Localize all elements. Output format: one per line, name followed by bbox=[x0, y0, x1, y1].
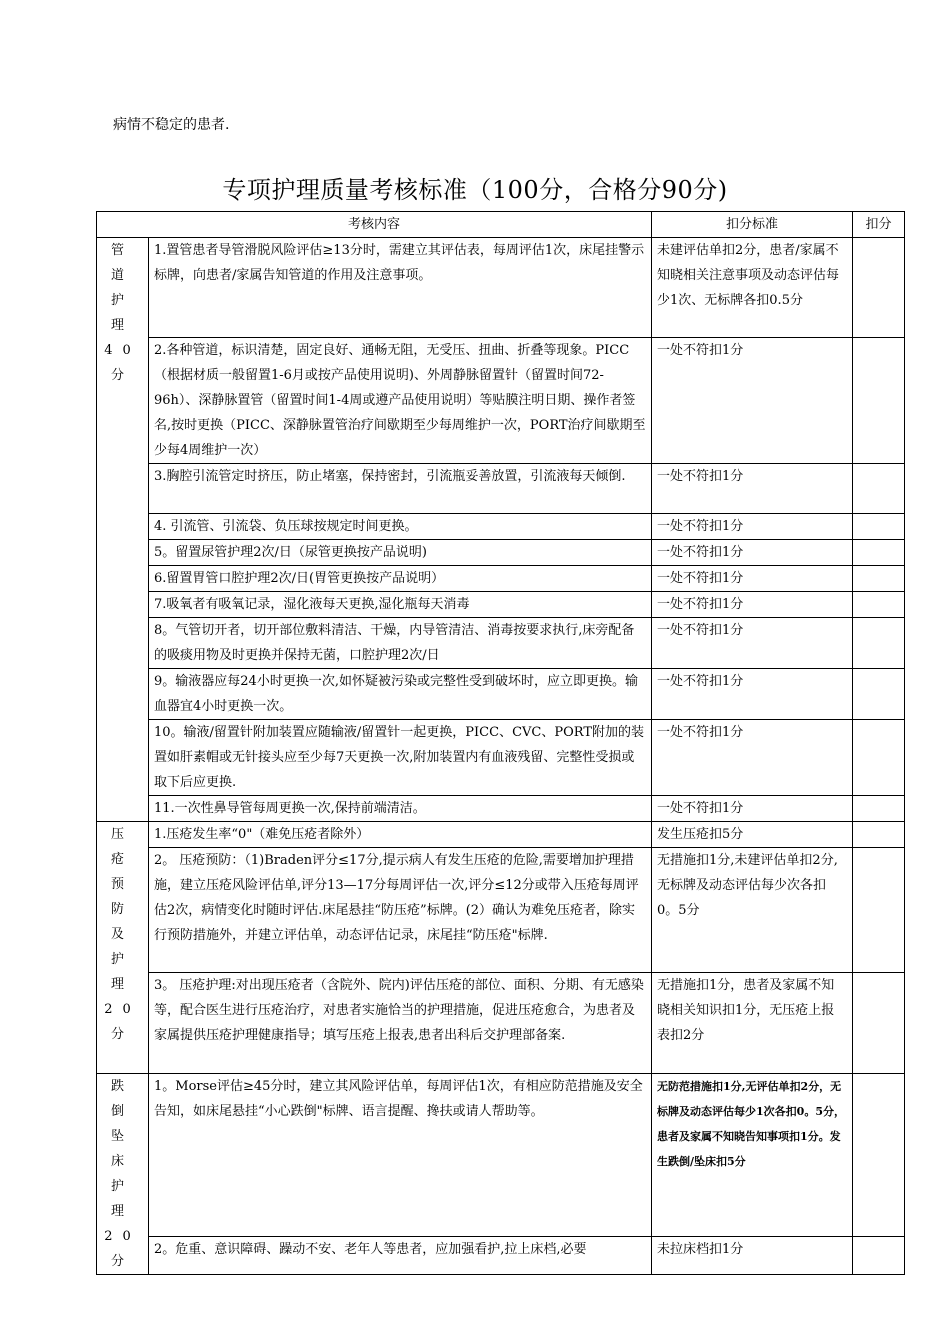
table-row bbox=[97, 669, 905, 720]
deduction-standard: 一处不符扣1分 bbox=[652, 338, 853, 464]
category-label: 坠 床 bbox=[110, 1129, 134, 1169]
deduction-standard: 一处不符扣1分 bbox=[652, 720, 853, 796]
criteria-content: 7.吸氧者有吸氧记录，湿化液每天更换,湿化瓶每天消毒 bbox=[149, 592, 652, 618]
table-row bbox=[97, 238, 905, 338]
deduct-score bbox=[853, 540, 905, 566]
criteria-content: 2。危重、意识障碍、躁动不安、老年人等患者，应加强看护,拉上床档,必要 bbox=[149, 1236, 652, 1274]
deduction-standard: 无防范措施扣1分,无评估单扣2分，无标牌及动态评估每少1次各扣0。5分，患者及家属不知晓告知事项扣1分。发生跌倒/坠床扣5分 bbox=[652, 1074, 853, 1237]
category-cell bbox=[97, 1074, 149, 1275]
criteria-content: 11.一次性鼻导管每周更换一次,保持前端清洁。 bbox=[149, 796, 652, 822]
criteria-content: 4. 引流管、引流袋、负压球按规定时间更换。 bbox=[149, 514, 652, 540]
deduction-standard: 一处不符扣1分 bbox=[652, 566, 853, 592]
deduction-standard: 一处不符扣1分 bbox=[652, 514, 853, 540]
deduct-score bbox=[853, 796, 905, 822]
table-row bbox=[97, 540, 905, 566]
criteria-content: 3.胸腔引流管定时挤压，防止堵塞，保持密封，引流瓶妥善放置，引流液每天倾倒. bbox=[149, 464, 652, 514]
header-content: 考核内容 bbox=[97, 212, 652, 238]
criteria-content: 10。输液/留置针附加装置应随输液/留置针一起更换，PICC、CVC、PORT附加的装置如肝素帽或无针接头应至少每7天更换一次,附加装置内有血液残留、完整性受损或取下后应更换. bbox=[149, 720, 652, 796]
criteria-content: 5。留置尿管护理2次/日（尿管更换按产品说明) bbox=[149, 540, 652, 566]
deduct-score bbox=[853, 238, 905, 338]
deduct-score bbox=[853, 720, 905, 796]
category-label: 管 道 bbox=[110, 243, 134, 283]
deduction-standard: 发生压疮扣5分 bbox=[652, 822, 853, 848]
criteria-content: 1.压疮发生率“0"（难免压疮者除外） bbox=[149, 822, 652, 848]
deduction-standard: 一处不符扣1分 bbox=[652, 618, 853, 669]
criteria-content: 8。气管切开者，切开部位敷料清洁、干燥，内导管清洁、消毒按要求执行,床旁配备的吸痰用物及时更换并保持无菌，口腔护理2次/日 bbox=[149, 618, 652, 669]
category-label: 40 分 bbox=[104, 343, 141, 383]
assessment-table bbox=[96, 211, 905, 1275]
deduction-standard: 未建评估单扣2分，患者/家属不知晓相关注意事项及动态评估每少1次、无标牌各扣0.5分 bbox=[652, 238, 853, 338]
table-row bbox=[97, 1236, 905, 1274]
table-header-row bbox=[97, 212, 905, 238]
deduct-score bbox=[853, 669, 905, 720]
category-label: 理 bbox=[110, 977, 134, 992]
deduction-standard: 一处不符扣1分 bbox=[652, 669, 853, 720]
deduct-score bbox=[853, 566, 905, 592]
table-row bbox=[97, 822, 905, 848]
deduct-score bbox=[853, 973, 905, 1074]
criteria-content: 6.留置胃管口腔护理2次/日(胃管更换按产品说明） bbox=[149, 566, 652, 592]
header-standard: 扣分标准 bbox=[652, 212, 853, 238]
table-row bbox=[97, 464, 905, 514]
deduct-score bbox=[853, 618, 905, 669]
criteria-content: 9。输液器应每24小时更换一次,如怀疑被污染或完整性受到破坏时，应立即更换。输血器宜4小时更换一次。 bbox=[149, 669, 652, 720]
header-deduct: 扣分 bbox=[853, 212, 905, 238]
table-row bbox=[97, 338, 905, 464]
category-cell bbox=[97, 238, 149, 822]
category-label: 及 护 bbox=[110, 927, 134, 967]
table-row bbox=[97, 720, 905, 796]
deduction-standard: 无措施扣1分,未建评估单扣2分,无标牌及动态评估每少次各扣0。5分 bbox=[652, 848, 853, 973]
deduction-standard: 无措施扣1分，患者及家属不知晓相关知识扣1分，无压疮上报表扣2分 bbox=[652, 973, 853, 1074]
table-row bbox=[97, 848, 905, 973]
deduction-standard: 一处不符扣1分 bbox=[652, 540, 853, 566]
criteria-content: 2.各种管道，标识清楚，固定良好、通畅无阻，无受压、扭曲、折叠等现象。PICC（根据材质一般留置1-6月或按产品使用说明)、外周静脉留置针（留置时间72-96h）、深静脉置管（留置时间1-4周或遵产品使用说明）等贴膜注明日期、操作者签名,按时更换（PICC、深静脉置管治疗间歇期至少每周维护一次，PORT治疗间歇期至少每4周维护一次） bbox=[149, 338, 652, 464]
category-label: 预 防 bbox=[110, 877, 134, 917]
table-row bbox=[97, 973, 905, 1074]
category-label: 跌 倒 bbox=[110, 1079, 134, 1119]
criteria-content: 1。Morse评估≥45分时，建立其风险评估单，每周评估1次，有相应防范措施及安全告知，如床尾悬挂“小心跌倒"标牌、语言提醒、搀扶或请人帮助等。 bbox=[149, 1074, 652, 1237]
deduct-score bbox=[853, 822, 905, 848]
top-note: 病情不稳定的患者. bbox=[113, 117, 230, 133]
category-label: 护 理 bbox=[110, 1179, 134, 1219]
deduction-standard: 未拉床档扣1分 bbox=[652, 1236, 853, 1274]
table-row bbox=[97, 592, 905, 618]
table-body bbox=[97, 238, 905, 1275]
deduct-score bbox=[853, 1074, 905, 1237]
deduction-standard: 一处不符扣1分 bbox=[652, 464, 853, 514]
deduct-score bbox=[853, 592, 905, 618]
deduct-score bbox=[853, 338, 905, 464]
page-title: 专项护理质量考核标准（100分，合格分90分) bbox=[222, 176, 728, 204]
deduct-score bbox=[853, 1236, 905, 1274]
criteria-content: 2。 压疮预防：（1)Braden评分≤17分,提示病人有发生压疮的危险,需要增加护理措施，建立压疮风险评估单,评分13—17分每周评估一次,评分≤12分或带入压疮每周评估2次，病情变化时随时评估.床尾悬挂“防压疮”标牌。(2）确认为难免压疮者，除实行预防措施外，并建立评估单，动态评估记录，床尾挂“防压疮"标牌. bbox=[149, 848, 652, 973]
category-label: 20 分 bbox=[104, 1002, 141, 1042]
table-row bbox=[97, 1074, 905, 1237]
deduct-score bbox=[853, 464, 905, 514]
category-label: 护 理 bbox=[110, 293, 134, 333]
table-row bbox=[97, 514, 905, 540]
category-cell bbox=[97, 822, 149, 1074]
deduct-score bbox=[853, 848, 905, 973]
table-row bbox=[97, 618, 905, 669]
deduction-standard: 一处不符扣1分 bbox=[652, 796, 853, 822]
deduct-score bbox=[853, 514, 905, 540]
category-label: 20 分 bbox=[104, 1229, 141, 1269]
criteria-content: 3。 压疮护理:对出现压疮者（含院外、院内)评估压疮的部位、面积、分期、有无感染等，配合医生进行压疮治疗，对患者实施恰当的护理措施，促进压疮愈合，为患者及家属提供压疮护理健康指导；填写压疮上报表,患者出科后交护理部备案. bbox=[149, 973, 652, 1074]
category-label: 压 疮 bbox=[110, 827, 134, 867]
criteria-content: 1.置管患者导管滑脱风险评估≥13分时，需建立其评估表，每周评估1次，床尾挂警示标牌，向患者/家属告知管道的作用及注意事项。 bbox=[149, 238, 652, 338]
table-row bbox=[97, 796, 905, 822]
deduction-standard: 一处不符扣1分 bbox=[652, 592, 853, 618]
table-row bbox=[97, 566, 905, 592]
